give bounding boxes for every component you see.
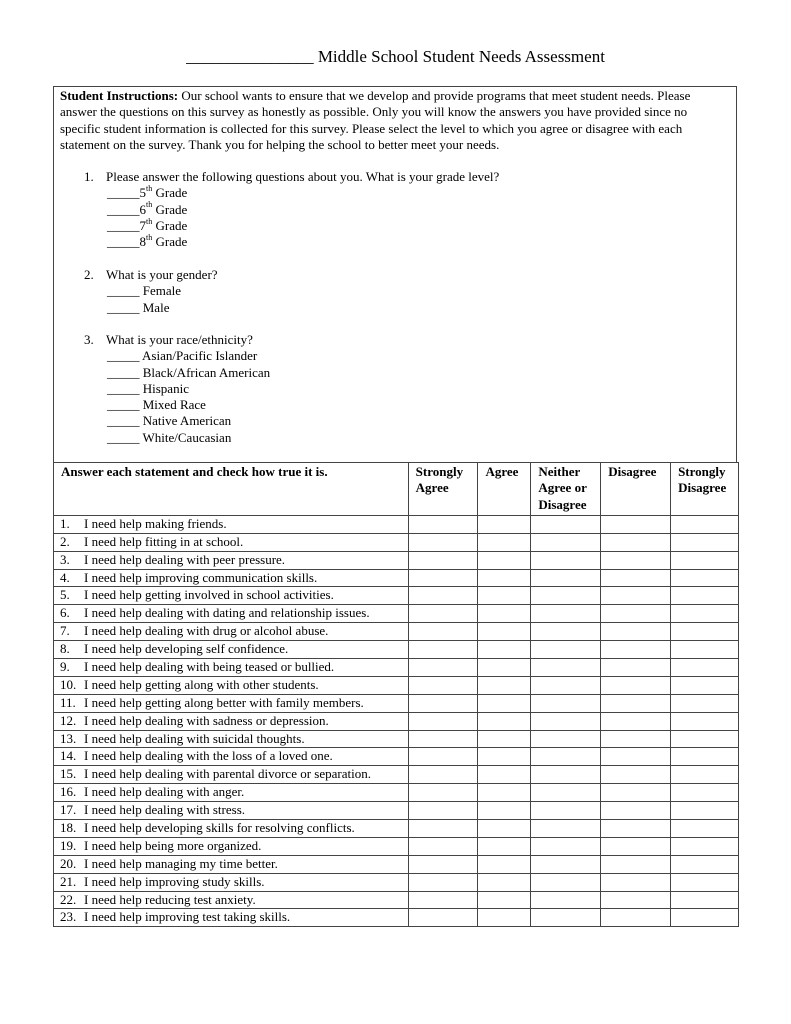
statement-text: I need help managing my time better. bbox=[84, 855, 278, 871]
response-cell-neither[interactable] bbox=[531, 676, 601, 694]
response-cell-strongly-disagree[interactable] bbox=[671, 551, 739, 569]
response-cell-neither[interactable] bbox=[531, 533, 601, 551]
response-cell-neither[interactable] bbox=[531, 605, 601, 623]
response-cell-disagree[interactable] bbox=[601, 587, 671, 605]
statement-number: 4. bbox=[60, 569, 70, 585]
response-cell-agree[interactable] bbox=[478, 837, 531, 855]
response-cell-strongly-disagree[interactable] bbox=[671, 766, 739, 784]
response-cell-strongly-agree[interactable] bbox=[408, 694, 478, 712]
table-header-row bbox=[54, 463, 739, 516]
response-cell-agree[interactable] bbox=[478, 587, 531, 605]
statement-cell bbox=[54, 533, 409, 551]
response-cell-strongly-disagree[interactable] bbox=[671, 802, 739, 820]
response-cell-neither[interactable] bbox=[531, 694, 601, 712]
statement-cell bbox=[54, 873, 409, 891]
statement-number: 3. bbox=[60, 551, 70, 567]
statement-cell bbox=[54, 515, 409, 533]
statement-number: 22. bbox=[60, 891, 77, 907]
statement-number: 5. bbox=[60, 587, 70, 603]
statement-text: I need help developing skills for resolving conflicts. bbox=[84, 820, 355, 836]
response-cell-agree[interactable] bbox=[478, 855, 531, 873]
response-cell-strongly-disagree[interactable] bbox=[671, 873, 739, 891]
statement-cell bbox=[54, 909, 409, 927]
column-disagree: Disagree bbox=[601, 463, 671, 516]
statement-cell bbox=[54, 569, 409, 587]
response-cell-disagree[interactable] bbox=[601, 891, 671, 909]
response-cell-strongly-agree[interactable] bbox=[408, 873, 478, 891]
statement-number: 23. bbox=[60, 909, 77, 925]
statement-cell bbox=[54, 766, 409, 784]
table-row bbox=[54, 551, 739, 569]
column-strongly-agree: Strongly Agree bbox=[408, 463, 478, 516]
table-row bbox=[54, 784, 739, 802]
response-cell-disagree[interactable] bbox=[601, 676, 671, 694]
response-cell-neither[interactable] bbox=[531, 837, 601, 855]
option-grade-8[interactable]: _____8th Grade bbox=[107, 232, 188, 250]
statement-column-header: Answer each statement and check how true it is. bbox=[54, 463, 409, 516]
statement-text: I need help getting involved in school activities. bbox=[84, 587, 334, 603]
table-row bbox=[54, 766, 739, 784]
response-cell-neither[interactable] bbox=[531, 748, 601, 766]
response-cell-disagree[interactable] bbox=[601, 837, 671, 855]
statement-text: I need help dealing with sadness or depression. bbox=[84, 712, 329, 728]
response-cell-neither[interactable] bbox=[531, 873, 601, 891]
response-cell-strongly-disagree[interactable] bbox=[671, 909, 739, 927]
instructions-text: Our school wants to ensure that we develop and provide programs that meet student needs. Please answer the questions on this survey as honestly as possible. Only you will know the answers you have provided since no specific student information is collected for this survey. Please select the level to which you agree or disagree with each statement on the survey. Thank you for helping the school to better meet your needs. bbox=[60, 88, 691, 152]
response-cell-strongly-agree[interactable] bbox=[408, 891, 478, 909]
table-row bbox=[54, 623, 739, 641]
table-row bbox=[54, 676, 739, 694]
response-cell-agree[interactable] bbox=[478, 623, 531, 641]
option-black-african-american[interactable]: _____ Black/African American bbox=[107, 364, 271, 380]
option-female[interactable]: _____ Female bbox=[107, 283, 182, 299]
statement-text: I need help dealing with being teased or bullied. bbox=[84, 659, 335, 675]
response-cell-disagree[interactable] bbox=[601, 659, 671, 677]
statement-text: I need help dealing with the loss of a loved one. bbox=[84, 748, 333, 764]
response-cell-neither[interactable] bbox=[531, 784, 601, 802]
statement-text: I need help making friends. bbox=[84, 515, 227, 531]
statement-text: I need help reducing test anxiety. bbox=[84, 891, 256, 907]
table-row bbox=[54, 605, 739, 623]
response-cell-agree[interactable] bbox=[478, 873, 531, 891]
statement-number: 18. bbox=[60, 820, 77, 836]
response-cell-neither[interactable] bbox=[531, 802, 601, 820]
statement-cell bbox=[54, 659, 409, 677]
response-cell-strongly-disagree[interactable] bbox=[671, 820, 739, 838]
instructions-box bbox=[53, 86, 737, 463]
column-strongly-disagree: Strongly Disagree bbox=[671, 463, 739, 516]
statement-number: 6. bbox=[60, 605, 70, 621]
question-text: What is your gender? bbox=[106, 267, 218, 282]
response-cell-strongly-agree[interactable] bbox=[408, 676, 478, 694]
response-cell-disagree[interactable] bbox=[601, 766, 671, 784]
statement-cell bbox=[54, 891, 409, 909]
table-row bbox=[54, 533, 739, 551]
response-cell-neither[interactable] bbox=[531, 712, 601, 730]
table-row bbox=[54, 855, 739, 873]
column-neither: Neither Agree or Disagree bbox=[531, 463, 601, 516]
response-cell-disagree[interactable] bbox=[601, 605, 671, 623]
statement-text: I need help dealing with dating and relationship issues. bbox=[84, 605, 370, 621]
response-cell-strongly-disagree[interactable] bbox=[671, 587, 739, 605]
statement-text: I need help dealing with drug or alcohol abuse. bbox=[84, 623, 329, 639]
response-cell-strongly-disagree[interactable] bbox=[671, 712, 739, 730]
statement-text: I need help developing self confidence. bbox=[84, 641, 289, 657]
statement-cell bbox=[54, 784, 409, 802]
statement-cell bbox=[54, 837, 409, 855]
statement-cell bbox=[54, 730, 409, 748]
response-cell-neither[interactable] bbox=[531, 623, 601, 641]
question-number: 3. bbox=[84, 332, 94, 347]
instructions-label: Student Instructions: bbox=[60, 88, 179, 103]
option-mixed-race[interactable]: _____ Mixed Race bbox=[107, 397, 206, 413]
statement-text: I need help improving study skills. bbox=[84, 873, 265, 889]
response-cell-strongly-agree[interactable] bbox=[408, 605, 478, 623]
response-cell-strongly-disagree[interactable] bbox=[671, 515, 739, 533]
statement-cell bbox=[54, 694, 409, 712]
response-cell-neither[interactable] bbox=[531, 641, 601, 659]
response-cell-strongly-disagree[interactable] bbox=[671, 569, 739, 587]
response-cell-strongly-agree[interactable] bbox=[408, 587, 478, 605]
statement-number: 16. bbox=[60, 784, 77, 800]
statement-number: 14. bbox=[60, 748, 77, 764]
response-cell-strongly-disagree[interactable] bbox=[671, 605, 739, 623]
option-hispanic[interactable]: _____ Hispanic bbox=[107, 380, 189, 396]
option-male[interactable]: _____ Male bbox=[107, 299, 170, 315]
response-cell-agree[interactable] bbox=[478, 820, 531, 838]
statement-number: 20. bbox=[60, 855, 77, 871]
response-cell-disagree[interactable] bbox=[601, 873, 671, 891]
response-cell-disagree[interactable] bbox=[601, 784, 671, 802]
option-grade-5[interactable]: _____5th Grade bbox=[107, 183, 188, 201]
table-row bbox=[54, 641, 739, 659]
response-cell-disagree[interactable] bbox=[601, 855, 671, 873]
table-row bbox=[54, 802, 739, 820]
response-cell-disagree[interactable] bbox=[601, 551, 671, 569]
response-cell-strongly-agree[interactable] bbox=[408, 551, 478, 569]
table-row bbox=[54, 820, 739, 838]
response-cell-agree[interactable] bbox=[478, 515, 531, 533]
statement-text: I need help dealing with stress. bbox=[84, 802, 246, 818]
response-cell-strongly-agree[interactable] bbox=[408, 820, 478, 838]
response-cell-strongly-disagree[interactable] bbox=[671, 784, 739, 802]
response-cell-disagree[interactable] bbox=[601, 820, 671, 838]
response-cell-agree[interactable] bbox=[478, 766, 531, 784]
response-cell-strongly-agree[interactable] bbox=[408, 748, 478, 766]
response-cell-agree[interactable] bbox=[478, 909, 531, 927]
response-cell-agree[interactable] bbox=[478, 641, 531, 659]
statement-text: I need help getting along with other students. bbox=[84, 676, 319, 692]
response-cell-strongly-agree[interactable] bbox=[408, 712, 478, 730]
statement-cell bbox=[54, 855, 409, 873]
response-cell-disagree[interactable] bbox=[601, 802, 671, 820]
table-row bbox=[54, 837, 739, 855]
statement-cell bbox=[54, 605, 409, 623]
table-row bbox=[54, 659, 739, 677]
response-cell-strongly-disagree[interactable] bbox=[671, 855, 739, 873]
question-text: What is your race/ethnicity? bbox=[106, 332, 253, 347]
statement-text: I need help dealing with anger. bbox=[84, 784, 245, 800]
response-cell-strongly-disagree[interactable] bbox=[671, 659, 739, 677]
statement-number: 9. bbox=[60, 659, 70, 675]
statement-text: I need help dealing with suicidal thoughts. bbox=[84, 730, 305, 746]
response-cell-strongly-agree[interactable] bbox=[408, 533, 478, 551]
statement-cell bbox=[54, 802, 409, 820]
response-cell-strongly-agree[interactable] bbox=[408, 641, 478, 659]
statement-cell bbox=[54, 820, 409, 838]
response-cell-agree[interactable] bbox=[478, 676, 531, 694]
table-row bbox=[54, 748, 739, 766]
statement-number: 8. bbox=[60, 641, 70, 657]
response-cell-disagree[interactable] bbox=[601, 569, 671, 587]
question-ethnicity bbox=[84, 332, 270, 446]
statement-number: 19. bbox=[60, 837, 77, 853]
response-cell-strongly-agree[interactable] bbox=[408, 659, 478, 677]
statement-number: 21. bbox=[60, 873, 77, 889]
response-cell-neither[interactable] bbox=[531, 855, 601, 873]
statement-number: 13. bbox=[60, 730, 77, 746]
response-cell-agree[interactable] bbox=[478, 891, 531, 909]
statement-cell bbox=[54, 551, 409, 569]
statement-cell bbox=[54, 676, 409, 694]
statement-cell bbox=[54, 623, 409, 641]
response-cell-strongly-disagree[interactable] bbox=[671, 694, 739, 712]
table-row bbox=[54, 730, 739, 748]
response-cell-strongly-agree[interactable] bbox=[408, 623, 478, 641]
response-cell-agree[interactable] bbox=[478, 659, 531, 677]
statement-number: 1. bbox=[60, 515, 70, 531]
response-cell-disagree[interactable] bbox=[601, 748, 671, 766]
response-cell-agree[interactable] bbox=[478, 533, 531, 551]
response-cell-agree[interactable] bbox=[478, 730, 531, 748]
response-cell-neither[interactable] bbox=[531, 820, 601, 838]
response-cell-agree[interactable] bbox=[478, 694, 531, 712]
table-row bbox=[54, 694, 739, 712]
statement-number: 2. bbox=[60, 533, 70, 549]
response-cell-agree[interactable] bbox=[478, 784, 531, 802]
question-number: 1. bbox=[84, 169, 94, 184]
statement-text: I need help improving communication skills. bbox=[84, 569, 318, 585]
statement-cell bbox=[54, 641, 409, 659]
response-cell-strongly-disagree[interactable] bbox=[671, 730, 739, 748]
statement-text: I need help getting along better with family members. bbox=[84, 694, 364, 710]
response-cell-neither[interactable] bbox=[531, 909, 601, 927]
response-cell-disagree[interactable] bbox=[601, 694, 671, 712]
response-cell-strongly-agree[interactable] bbox=[408, 766, 478, 784]
response-cell-disagree[interactable] bbox=[601, 515, 671, 533]
option-grade-7[interactable]: _____7th Grade bbox=[107, 216, 188, 233]
response-cell-agree[interactable] bbox=[478, 802, 531, 820]
page-title: _______________ Middle School Student Needs Assessment bbox=[186, 47, 605, 66]
response-cell-neither[interactable] bbox=[531, 515, 601, 533]
question-number: 2. bbox=[84, 267, 94, 282]
response-cell-neither[interactable] bbox=[531, 659, 601, 677]
response-cell-strongly-disagree[interactable] bbox=[671, 533, 739, 551]
statement-cell bbox=[54, 748, 409, 766]
table-row bbox=[54, 515, 739, 533]
statement-number: 7. bbox=[60, 623, 70, 639]
response-cell-disagree[interactable] bbox=[601, 623, 671, 641]
response-cell-disagree[interactable] bbox=[601, 712, 671, 730]
statement-text: I need help fitting in at school. bbox=[84, 533, 244, 549]
response-cell-strongly-agree[interactable] bbox=[408, 855, 478, 873]
response-cell-agree[interactable] bbox=[478, 712, 531, 730]
instructions bbox=[60, 88, 728, 153]
statement-cell bbox=[54, 587, 409, 605]
response-cell-agree[interactable] bbox=[478, 748, 531, 766]
response-cell-strongly-disagree[interactable] bbox=[671, 891, 739, 909]
statement-text: I need help being more organized. bbox=[84, 837, 262, 853]
response-cell-strongly-disagree[interactable] bbox=[671, 641, 739, 659]
table-row bbox=[54, 909, 739, 927]
response-cell-strongly-disagree[interactable] bbox=[671, 748, 739, 766]
statement-number: 17. bbox=[60, 802, 77, 818]
response-cell-disagree[interactable] bbox=[601, 909, 671, 927]
response-cell-strongly-disagree[interactable] bbox=[671, 676, 739, 694]
statement-number: 11. bbox=[60, 694, 76, 710]
response-cell-strongly-agree[interactable] bbox=[408, 837, 478, 855]
response-cell-neither[interactable] bbox=[531, 766, 601, 784]
response-cell-strongly-agree[interactable] bbox=[408, 569, 478, 587]
response-cell-strongly-disagree[interactable] bbox=[671, 623, 739, 641]
response-cell-agree[interactable] bbox=[478, 551, 531, 569]
response-cell-strongly-agree[interactable] bbox=[408, 802, 478, 820]
statement-number: 12. bbox=[60, 712, 77, 728]
question-gender bbox=[84, 267, 218, 316]
response-cell-neither[interactable] bbox=[531, 891, 601, 909]
statement-number: 10. bbox=[60, 676, 77, 692]
table-row bbox=[54, 712, 739, 730]
column-agree: Agree bbox=[478, 463, 531, 516]
question-grade bbox=[84, 169, 499, 250]
option-white-caucasian[interactable]: _____ White/Caucasian bbox=[107, 429, 232, 445]
response-cell-strongly-agree[interactable] bbox=[408, 730, 478, 748]
response-cell-agree[interactable] bbox=[478, 605, 531, 623]
response-cell-neither[interactable] bbox=[531, 587, 601, 605]
table-row bbox=[54, 587, 739, 605]
option-native-american[interactable]: _____ Native American bbox=[107, 413, 232, 429]
statement-text: I need help improving test taking skills. bbox=[84, 909, 291, 925]
statement-number: 15. bbox=[60, 766, 77, 782]
response-cell-neither[interactable] bbox=[531, 569, 601, 587]
table-row bbox=[54, 891, 739, 909]
response-cell-neither[interactable] bbox=[531, 730, 601, 748]
response-cell-strongly-disagree[interactable] bbox=[671, 837, 739, 855]
option-asian-pacific-islander[interactable]: _____ Asian/Pacific Islander bbox=[107, 348, 258, 364]
response-cell-strongly-agree[interactable] bbox=[408, 909, 478, 927]
response-cell-disagree[interactable] bbox=[601, 641, 671, 659]
assessment-table bbox=[53, 462, 739, 927]
statement-text: I need help dealing with parental divorce or separation. bbox=[84, 766, 371, 782]
response-cell-disagree[interactable] bbox=[601, 730, 671, 748]
response-cell-disagree[interactable] bbox=[601, 533, 671, 551]
response-cell-strongly-agree[interactable] bbox=[408, 515, 478, 533]
response-cell-neither[interactable] bbox=[531, 551, 601, 569]
option-grade-6[interactable]: _____6th Grade bbox=[107, 200, 188, 217]
question-text: Please answer the following questions about you. What is your grade level? bbox=[106, 169, 500, 184]
response-cell-agree[interactable] bbox=[478, 569, 531, 587]
statement-text: I need help dealing with peer pressure. bbox=[84, 551, 286, 567]
response-cell-strongly-agree[interactable] bbox=[408, 784, 478, 802]
table-row bbox=[54, 873, 739, 891]
statement-cell bbox=[54, 712, 409, 730]
table-row bbox=[54, 569, 739, 587]
